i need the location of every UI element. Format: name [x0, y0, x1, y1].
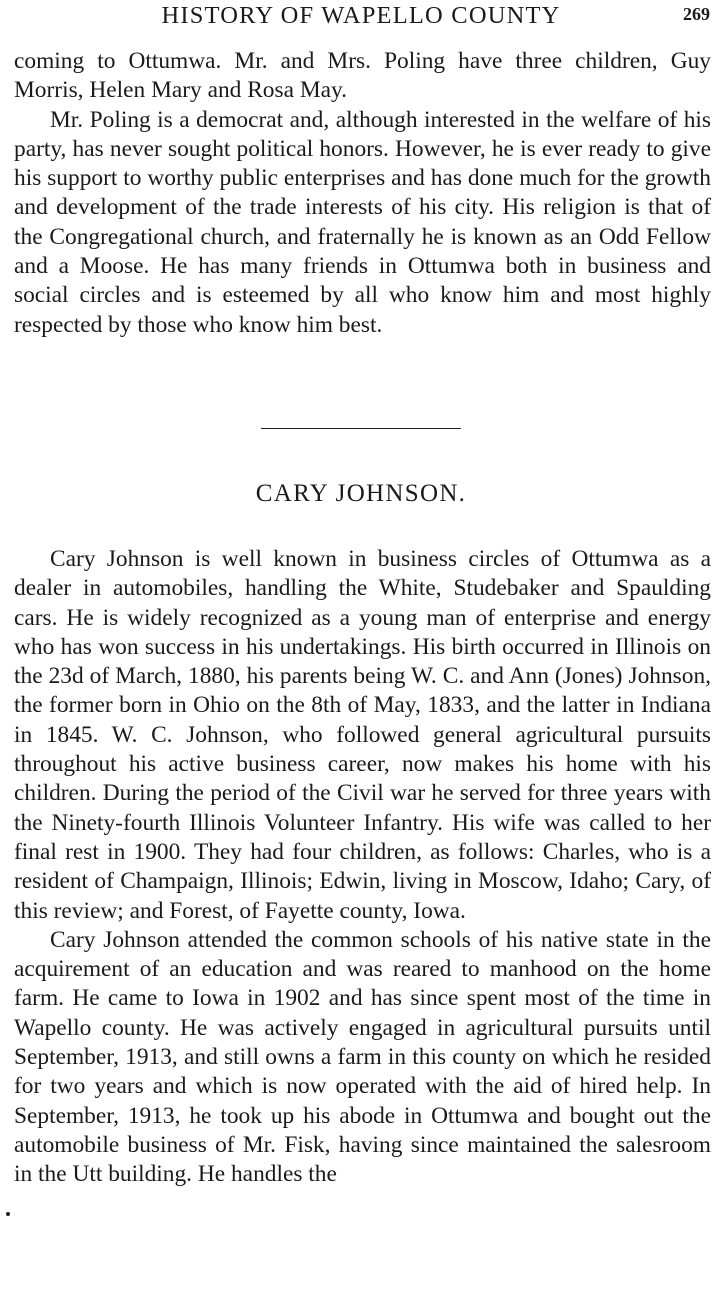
page-number: 269 — [683, 4, 710, 24]
paragraph: Mr. Poling is a democrat and, although interested in the welfare of his party, has never sought political honors. However, he is ever ready to give his support to worthy public enterprises and has done much for the growth and development of the trade interests of his city. His religion is that of the Congregational church, and fraternally he is known as an Odd Fellow and a Moose. He has many friends in Ottumwa both in business and social circles and is esteemed by all who know him and most highly respected by those who know him best. — [14, 106, 711, 338]
ink-speck — [6, 1212, 10, 1216]
running-title: HISTORY OF WAPELLO COUNTY — [161, 2, 561, 29]
page-header — [0, 0, 722, 36]
section-separator — [261, 428, 461, 429]
paragraph: coming to Ottumwa. Mr. and Mrs. Poling have three children, Guy Morris, Helen Mary and Rosa May. — [14, 48, 711, 104]
paragraph: Cary Johnson is well known in business circles of Ottumwa as a dealer in automobiles, handling the White, Studebaker and Spaulding cars. He is widely recognized as a young man of enterprise and energy who has won success in his undertakings. His birth occurred in Illinois on the 23d of March, 1880, his parents being W. C. and Ann (Jones) Johnson, the former born in Ohio on the 8th of May, 1833, and the latter in Indiana in 1845. W. C. Johnson, who followed general agricultural pursuits throughout his active business career, now makes his home with his children. During the period of the Civil war he served for three years with the Ninety-fourth Illinois Volunteer Infantry. His wife was called to her final rest in 1900. They had four children, as follows: Charles, who is a resident of Champaign, Illinois; Edwin, living in Moscow, Idaho; Cary, of this review; and Forest, of Fayette county, Iowa. — [14, 546, 711, 924]
section-heading: CARY JOHNSON. — [255, 480, 467, 507]
continuation-text — [14, 47, 711, 340]
paragraph: Cary Johnson attended the common schools of his native state in the acquirement of an education and was reared to manhood on the home farm. He came to Iowa in 1902 and has since spent most of the time in Wapello county. He was actively engaged in agricultural pursuits until September, 1913, and still owns a farm in this county on which he resided for two years and which is now operated with the aid of hired help. In September, 1913, he took up his abode in Ottumwa and bought out the automobile business of Mr. Fisk, having since maintained the salesroom in the Utt building. He handles the — [14, 926, 711, 1188]
section-text — [14, 545, 711, 1190]
